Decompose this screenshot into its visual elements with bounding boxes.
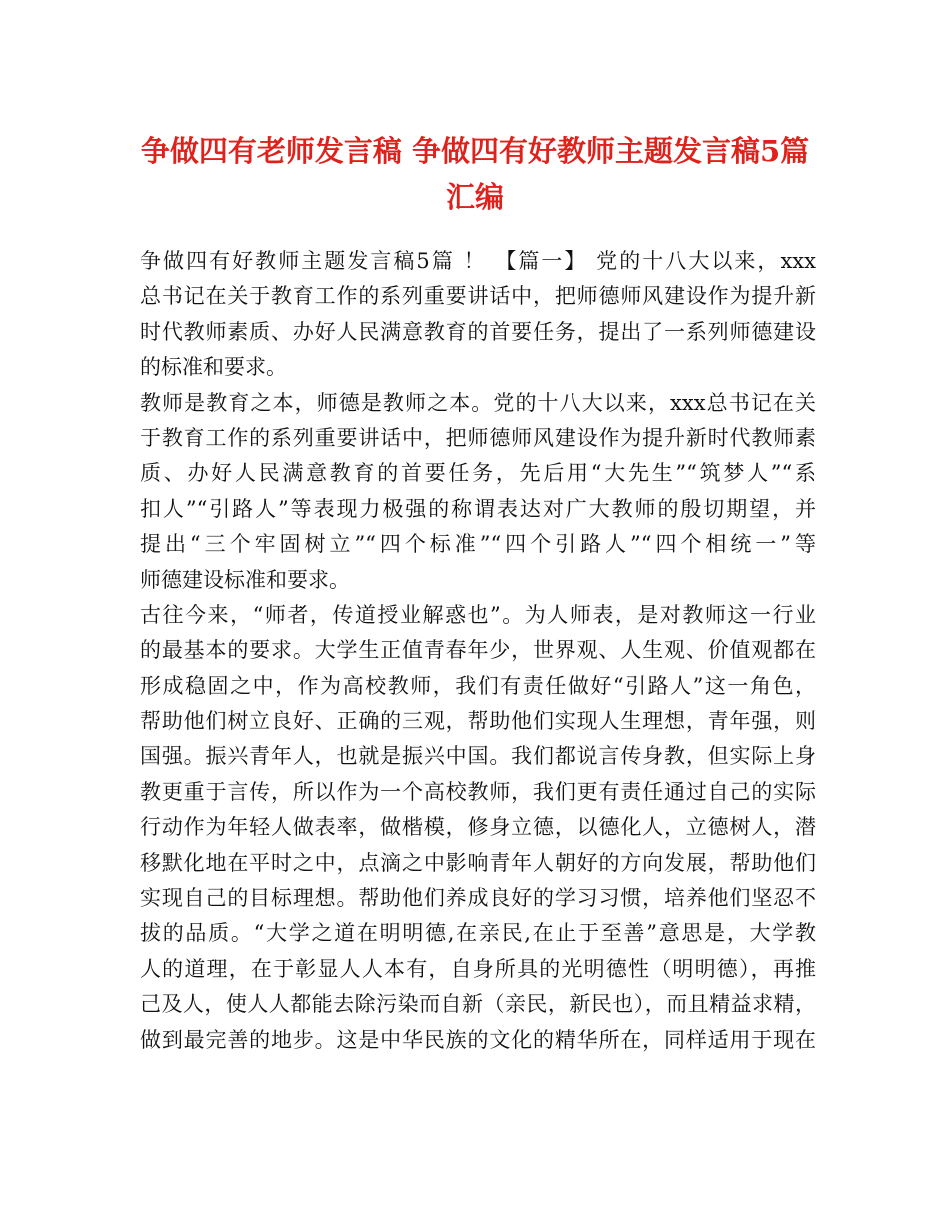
body-line: 质、办好人民满意教育的首要任务，先后用“大先生”“筑梦人”“系	[140, 461, 816, 486]
body-line: 己及人，使人人都能去除污染而自新（亲民，新民也），而且精益求精，	[140, 992, 816, 1017]
body-line: 的最基本的要求。大学生正值青春年少，世界观、人生观、价值观都在	[140, 638, 816, 663]
body-line: 总书记在关于教育工作的系列重要讲话中，把师德师风建设作为提升新	[140, 284, 816, 309]
body-line: 实现自己的目标理想。帮助他们养成良好的学习习惯，培养他们坚忍不	[140, 886, 816, 911]
body-line: 形成稳固之中，作为高校教师，我们有责任做好“引路人”这一角色，	[140, 673, 816, 698]
body-line: 的标准和要求。	[140, 355, 287, 380]
body-line: 于教育工作的系列重要讲话中，把师德师风建设作为提升新时代教师素	[140, 425, 816, 450]
body-line: 教师是教育之本，师德是教师之本。党的十八大以来，xxx总书记在关	[140, 390, 816, 415]
body-line: 时代教师素质、办好人民满意教育的首要任务，提出了一系列师德建设	[140, 319, 816, 344]
body-line: 帮助他们树立良好、正确的三观，帮助他们实现人生理想，青年强，则	[140, 709, 816, 734]
body-line: 国强。振兴青年人，也就是振兴中国。我们都说言传身教，但实际上身	[140, 744, 816, 769]
body-line: 拔的品质。“大学之道在明明德,在亲民,在止于至善”意思是，大学教	[140, 921, 816, 946]
body-line: 争做四有好教师主题发言稿5篇 ！ 【篇一】 党的十八大以来，xxx	[140, 249, 816, 273]
document-title-line-2: 汇编	[445, 180, 504, 214]
body-line: 人的道理，在于彰显人人本有，自身所具的光明德性（明明德），再推	[140, 956, 816, 981]
body-line: 扣人”“引路人”等表现力极强的称谓表达对广大教师的殷切期望，并	[140, 496, 816, 521]
body-line: 提出“三个牢固树立”“四个标准”“四个引路人”“四个相统一”等	[140, 532, 816, 557]
body-line: 行动作为年轻人做表率，做楷模，修身立德，以德化人，立德树人，潜	[140, 815, 816, 840]
body-line: 移默化地在平时之中，点滴之中影响青年人朝好的方向发展，帮助他们	[140, 850, 816, 875]
body-line: 教更重于言传，所以作为一个高校教师，我们更有责任通过自己的实际	[140, 779, 816, 804]
document-body	[140, 244, 816, 1058]
body-line: 师德建设标准和要求。	[140, 567, 350, 592]
document-title-line-1: 争做四有老师发言稿 争做四有好教师主题发言稿5篇	[140, 134, 810, 168]
body-line: 做到最完善的地步。这是中华民族的文化的精华所在，同样适用于现在	[140, 1027, 816, 1052]
body-line: 古往今来，“师者，传道授业解惑也”。为人师表，是对教师这一行业	[140, 602, 816, 627]
